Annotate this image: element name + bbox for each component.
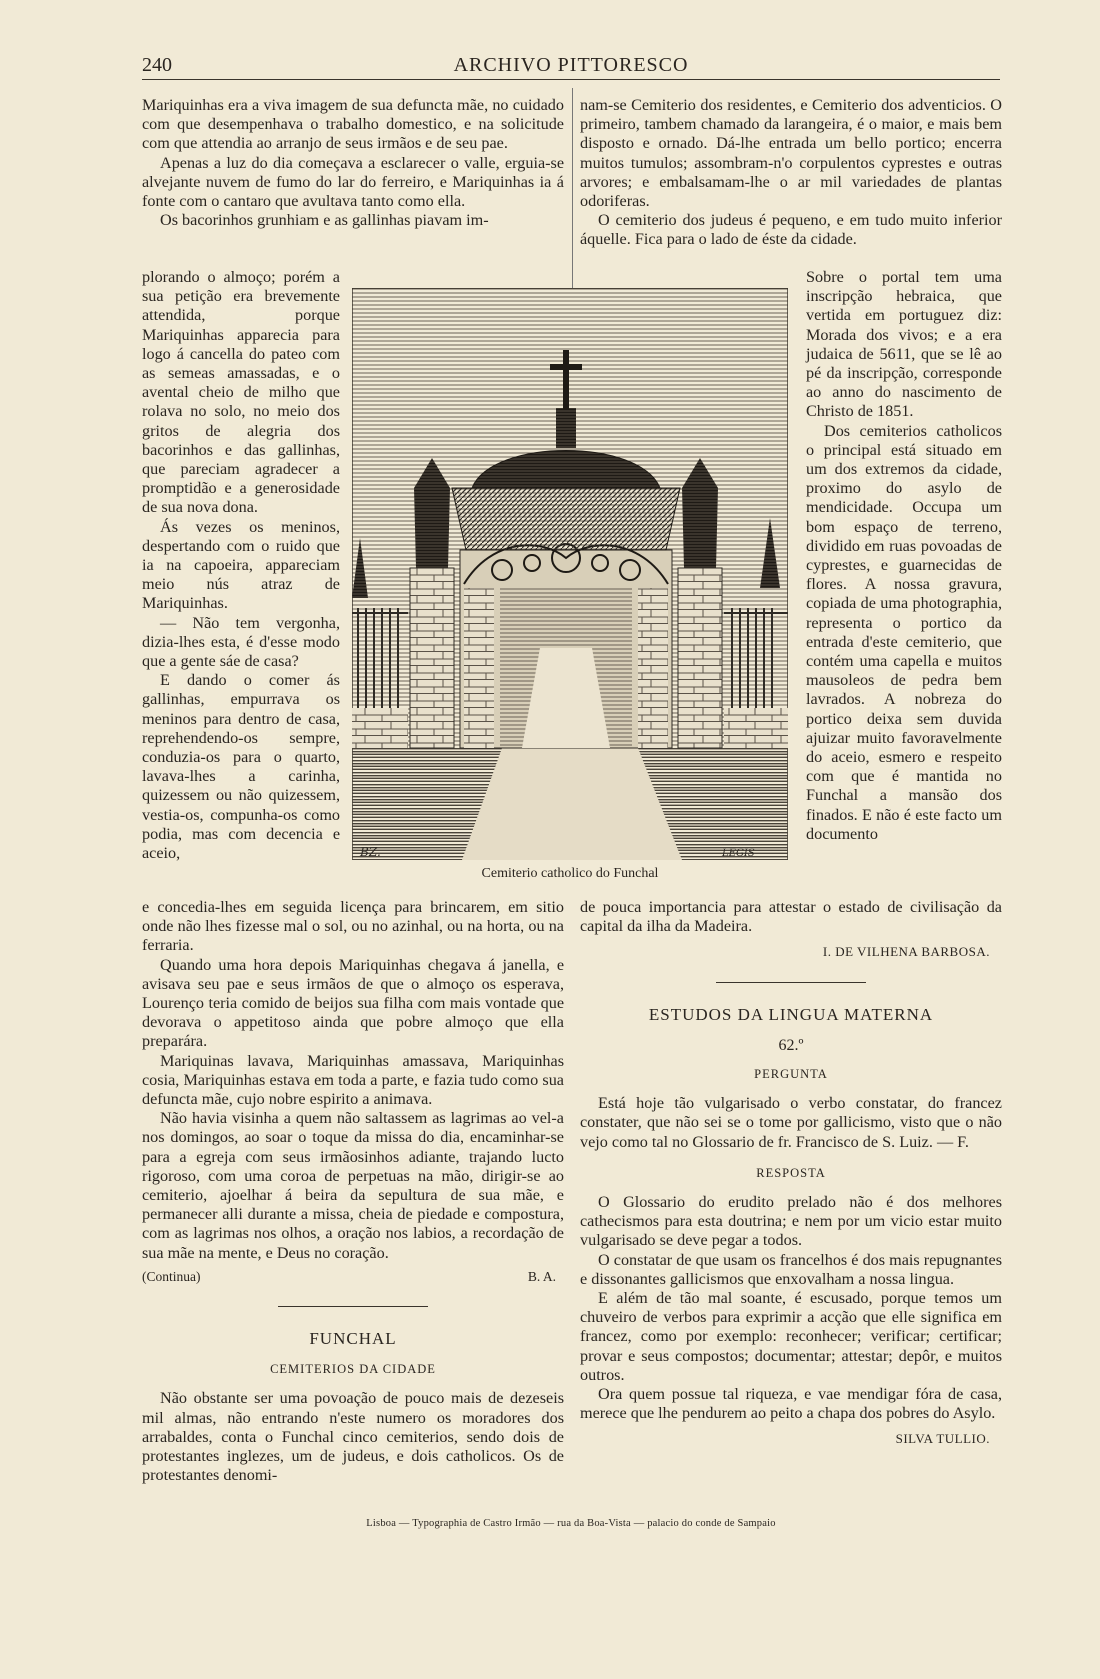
paragraph: Quando uma hora depois Mariquinhas chegava á janella, e avisava seu pae e seus irmãos de que o almoço os esperava, Lourenço teria comido de beijos sua filha com mais vontade que devorava o appetitoso ainda que pobre almoço que ella preparára. — [142, 955, 564, 1051]
right-column-top — [580, 96, 1002, 250]
paragraph: Não havia visinha a quem não saltassem as lagrimas ao vel-a nos domingos, ao soar o toque da missa do dia, encaminhar-se para a egreja com seus irmãosinhos adiante, trajando lucto rigoroso, com uma coroa de perpetuas na mão, dirigir-se ao cemiterio, ajoelhar á beira da sepultura de sua mãe, e permanecer alli durante a missa, cheia de piedade e compostura, com as lagrimas nos olhos, a oração nos labios, a recordação de sua mãe na mente, e Deus no coração. — [142, 1109, 564, 1262]
answer-label: RESPOSTA — [756, 1165, 826, 1180]
continua-label: (Continua) — [142, 1268, 201, 1284]
paragraph: O Glossario do erudito prelado não é dos melhores cathecismos para esta doutrina; e nem por um vicio estar muito vulgarisado se deve pegar a todos. — [580, 1193, 1002, 1250]
journal-title: ARCHIVO PITTORESCO — [453, 54, 689, 76]
engraver-signature-right: LEGIS — [722, 848, 755, 859]
paragraph: E além de tão mal soante, é escusado, porque temos um chuveiro de verbos para exprimir a acção que elle significa em francez, como por exemplo: reconhecer; verificar; certificar; provar e seus compostos; documentar; attestar; depôr, e muitos outros. — [580, 1289, 1002, 1384]
paragraph: Apenas a luz do dia começava a esclarecer o valle, erguia-se alvejante nuvem de fumo do lar do ferreiro, e Mariquinhas ia á fonte com o cantaro que avultava tanto como ella. — [142, 153, 564, 211]
paragraph: Sobre o portal tem uma inscripção hebraica, que vertida em portuguez diz: Morada dos vivos; e a era judaica de 5611, que se lê ao pé da inscripção, corresponde ao anno do nascimento de Christo de 1851. — [806, 268, 1002, 421]
page-number: 240 — [142, 54, 172, 76]
paragraph: de pouca importancia para attestar o estado de civilisação da capital da ilha da Madeira. — [580, 898, 1002, 936]
article-author: I. DE VILHENA BARBOSA. — [822, 944, 990, 960]
paragraph: Os bacorinhos grunhiam e as gallinhas piavam im- — [160, 211, 489, 230]
article-number: 62.º — [778, 1036, 804, 1054]
paragraph: Dos cemiterios catholicos o principal está situado em um dos extremos da cidade, proximo do asylo de mendicidade. Occupa um bom espaço de terreno, dividido em ruas povoadas de cyprestes, e guarnecidas de flores. A nossa gravura, copiada de uma photographia, representa o portico da entrada d'este cemiterio, que contém uma capella e muitos mausoleos de pedra bem lavrados. A nobreza do portico deixa sem duvida ajuizar muito favoravelmente do aceio, esmero e respeito com que é mantida no Funchal a mansão dos finados. E não é este facto um documento — [806, 421, 1002, 843]
question-text: Está hoje tão vulgarisado o verbo constatar, do francez constater, que não sei se o tome por gallicismo, visto que o não vejo como tal no Glossario de fr. Francisco de S. Luiz. — F. — [580, 1094, 1002, 1151]
question-label: PERGUNTA — [754, 1067, 828, 1082]
answer-author: SILVA TULLIO. — [895, 1431, 990, 1447]
paragraph: Mariquinhas era a viva imagem de sua defuncta mãe, no cuidado com que desempenhava o trabalho domestico, e na solicitude com que attendia ao arranjo de seus irmãos e de seu pae. — [142, 96, 564, 153]
paragraph — [580, 96, 1002, 211]
lingua-materna-title: ESTUDOS DA LINGUA MATERNA — [648, 1004, 934, 1024]
column-divider — [572, 88, 573, 288]
paragraph: O constatar de que usam os francelhos é dos mais repugnantes e dissonantes gallicismos que enxovalham a nossa lingua. — [580, 1250, 1002, 1288]
cemetery-portico-engraving — [352, 288, 788, 860]
left-column-narrow — [142, 268, 340, 863]
left-column-bottom — [142, 898, 564, 1485]
paragraph: — Não tem vergonha, dizia-lhes esta, é d'esse modo que a gente sáe de casa? — [142, 613, 340, 671]
section-rule — [716, 982, 866, 983]
paragraph: e concedia-lhes em seguida licença para brincarem, em sitio onde não lhes fizesse mal o sol, ou no azinhal, ou na horta, ou na ferraria. — [142, 898, 564, 955]
paragraph: Não obstante ser uma povoação de pouco mais de dezeseis mil almas, não entrando n'este numero os moradores dos arrabaldes, conta o Funchal cinco cemiterios, sendo dois de protestantes inglezes, um de judeus, e dois catholicos. Os de protestantes denomi- — [142, 1389, 564, 1485]
paragraph: Mariquinas lavava, Mariquinhas amassava, Mariquinhas cosia, Mariquinhas estava em toda a parte, e fazia tudo como sua defuncta mãe, cujo nobre espirito a animava. — [142, 1051, 564, 1109]
story-signoff — [142, 1267, 564, 1286]
section-rule — [278, 1306, 428, 1307]
page-header — [142, 52, 1000, 80]
story-author: B. A. — [527, 1268, 556, 1284]
paragraph: E dando o comer ás gallinhas, empurrava os meninos para dentro de casa, reprehendendo-os sempre, conduzia-os para o quarto, lavava-lhes a carinha, quizessem ou não quizessem, vestia-os, compunha-os como podia, mas com decencia e aceio, — [142, 671, 340, 863]
engraver-signature-left: BZ. — [360, 845, 381, 859]
rt-p1: nam-se Cemiterio dos residentes, e Cemiterio dos adventicios. O primeiro, tambem chamado da larangeira, é o maior, e mais bem disposto e ornado. Dá-lhe entrada um bello portico; encerra muitos tumulos; assombram-n'o corpulentos cyprestes e outras arvores; e embalsamam-lhe o ar mil variedades de plantas odoriferas. — [580, 96, 1002, 211]
paragraph: Ora quem possue tal riqueza, e vae mendigar fóra de casa, merece que lhe pendurem ao peito a chapa dos pobres do Asylo. — [580, 1385, 1002, 1423]
funchal-subtitle: CEMITERIOS DA CIDADE — [270, 1362, 436, 1377]
printer-imprint: Lisboa — Typographia de Castro Irmão — rua da Boa-Vista — palacio do conde de Sampaio — [366, 1518, 776, 1529]
right-column-narrow — [806, 268, 1002, 844]
right-column-bottom — [580, 898, 1002, 1449]
figure-caption: Cemiterio catholico do Funchal — [481, 866, 659, 881]
funchal-title: FUNCHAL — [309, 1329, 397, 1349]
paragraph: Ás vezes os meninos, despertando com o ruido que ia na capoeira, appareciam meio nús atraz de Mariquinhas. — [142, 517, 340, 613]
paragraph: O cemiterio dos judeus é pequeno, e em tudo muito inferior áquelle. Fica para o lado de éste da cidade. — [580, 211, 1002, 249]
paragraph: plorando o almoço; porém a sua petição era brevemente attendida, porque Mariquinhas apparecia para logo á cancella do pateo com as semeas amassadas, e o avental cheio de milho que rolava no solo, no meio dos gritos de alegria dos bacorinhos e das gallinhas, que pareciam agradecer a promptidão e a generosidade de sua nova dona. — [142, 268, 340, 517]
header-rule — [142, 79, 1000, 80]
left-column-top — [142, 96, 564, 230]
